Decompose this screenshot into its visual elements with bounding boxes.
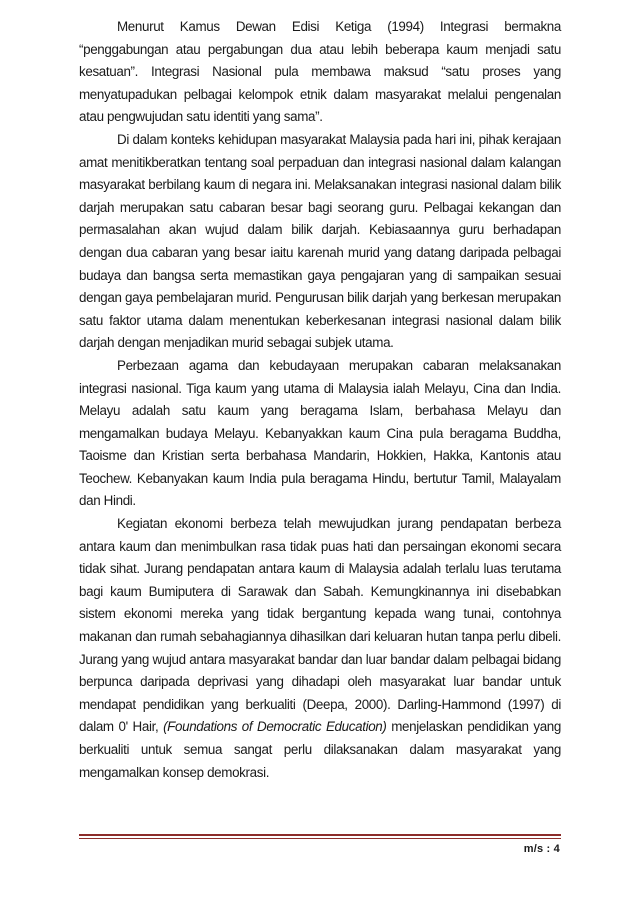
paragraph-integrasi-definition: Menurut Kamus Dewan Edisi Ketiga (1994) Integrasi bermakna “penggabungan atau pergabungan dua atau lebih beberapa kaum menjadi satu kesatuan”. Integrasi Nasional pula membawa maksud “satu proses yang menyatupadukan pelbagai kelompok etnik dalam masyarakat melalui pengenalan atau pengwujudan satu identiti yang sama”. — [79, 19, 561, 125]
footer-rule-thick — [79, 834, 561, 836]
book-title-italic: (Foundations of Democratic Education) — [163, 719, 387, 735]
page-number: m/s : 4 — [523, 843, 560, 855]
paragraph-konteks-malaysia: Di dalam konteks kehidupan masyarakat Malaysia pada hari ini, pihak kerajaan amat menitikberatkan tentang soal perpaduan dan integrasi nasional dalam kalangan masyarakat berbilang kaum di negara ini. Melaksanakan integrasi nasional dalam bilik darjah merupakan satu cabaran besar bagi seorang guru. Pelbagai kekangan dan permasalahan akan wujud dalam bilik darjah. Kebiasaannya guru berhadapan dengan dua cabaran yang besar iaitu karenah murid yang datang daripada pelbagai budaya dan bangsa serta memastikan gaya pengajaran yang di sampaikan sesuai dengan gaya pembelajaran murid. Pengurusan bilik darjah yang berkesan merupakan satu faktor utama dalam menentukan keberkesanan integrasi nasional dalam bilik darjah dengan menjadikan murid sebagai subjek utama. — [79, 131, 561, 351]
paragraph-perbezaan-agama: Perbezaan agama dan kebudayaan merupakan cabaran melaksanakan integrasi nasional. Tiga kaum yang utama di Malaysia ialah Melayu, Cina dan India. Melayu adalah satu kaum yang beragama Islam, berbahasa Melayu dan mengamalkan budaya Melayu. Kebanyakkan kaum Cina pula beragama Buddha, Taoisme dan Kristian serta berbahasa Mandarin, Hokkien, Hakka, Kantonis atau Teochew. Kebanyakan kaum India pula beragama Hindu, bertutur Tamil, Malayalam dan Hindi. — [79, 357, 561, 509]
document-body — [79, 16, 561, 784]
paragraph-text-after-title: menjelaskan pendidikan yang berkualiti untuk semua sangat perlu dilaksanakan dalam masyarakat yang mengamalkan konsep demokrasi. — [79, 719, 561, 780]
paragraph-text-before-title: Kegiatan ekonomi berbeza telah mewujudkan jurang pendapatan berbeza antara kaum dan menimbulkan rasa tidak puas hati dan persaingan ekonomi secara tidak sihat. Jurang pendapatan antara kaum di Malaysia adalah terlalu luas terutama bagi kaum Bumiputera di Sarawak dan Sabah. Kemungkinannya ini disebabkan sistem ekonomi mereka yang tidak bergantung kepada wang tunai, contohnya makanan dan rumah sebahagiannya dihasilkan dari keluaran hutan tanpa perlu dibeli. Jurang yang wujud antara masyarakat bandar dan luar bandar dalam pelbagai bidang berpunca daripada deprivasi yang dihadapi oleh masyarakat luar bandar untuk mendapat pendidikan yang berkualiti (Deepa, 2000). Darling-Hammond (1997) di dalam 0' Hair, — [79, 516, 561, 735]
footer-rule-thin — [79, 838, 561, 839]
paragraph-kegiatan-ekonomi — [79, 513, 561, 784]
